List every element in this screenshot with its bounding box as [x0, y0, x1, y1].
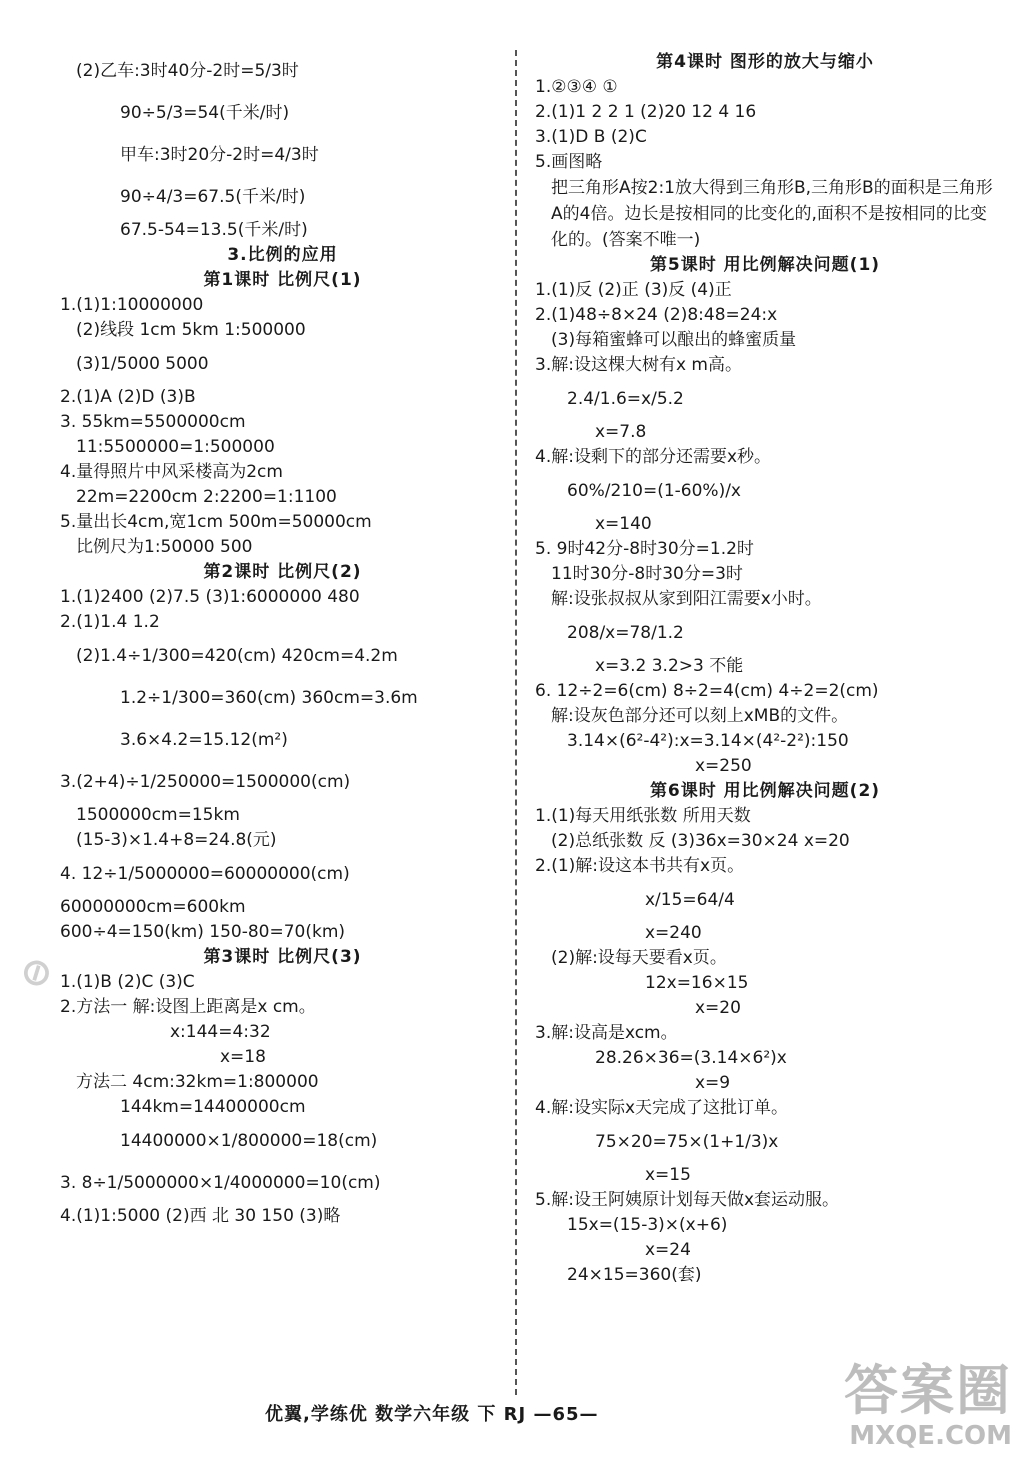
answer-line: 解:设张叔叔从家到阳江需要x小时。 — [551, 589, 822, 609]
answer-line: x=20 — [695, 998, 741, 1018]
watermark-url: MXQE.COM — [849, 1421, 1012, 1451]
left-column — [60, 50, 505, 1229]
answer-line: 22m=2200cm 2:2200=1:1100 — [76, 487, 337, 507]
answer-line: 5.画图略 — [535, 152, 603, 172]
answer-line: (2)解:设每天要看x页。 — [551, 948, 727, 968]
right-column — [535, 50, 995, 1288]
answer-line: 1.2÷1/300=360(cm) 360cm=3.6m — [120, 688, 418, 708]
section-heading: 第5课时 用比例解决问题(1) — [649, 255, 881, 275]
answer-line: 12x=16×15 — [645, 973, 749, 993]
answer-line: 比例尺为1:50000 500 — [76, 537, 253, 557]
answer-line: 67.5-54=13.5(千米/时) — [120, 220, 308, 240]
answer-line: 208/x=78/1.2 — [567, 623, 684, 643]
answer-line: x=140 — [595, 514, 652, 534]
section-heading: 3.比例的应用 — [227, 245, 338, 265]
answer-line: 方法二 4cm:32km=1:800000 — [76, 1072, 319, 1092]
answer-line: x=24 — [645, 1240, 691, 1260]
answer-line: x:144=4:32 — [170, 1022, 271, 1042]
answer-line: 6. 12÷2=6(cm) 8÷2=4(cm) 4÷2=2(cm) — [535, 681, 879, 701]
answer-line: 2.(1)解:设这本书共有x页。 — [535, 856, 745, 876]
answer-line: 4.解:设实际x天完成了这批订单。 — [535, 1098, 789, 1118]
section-heading: 第4课时 图形的放大与缩小 — [656, 52, 874, 72]
answer-line: (3)每箱蜜蜂可以酿出的蜂蜜质量 — [551, 330, 797, 350]
answer-line: (3)1/5000 5000 — [76, 354, 209, 374]
answer-line: 3.(2+4)÷1/250000=1500000(cm) — [60, 772, 351, 792]
answer-line: (2)1.4÷1/300=420(cm) 420cm=4.2m — [76, 646, 398, 666]
section-heading: 第3课时 比例尺(3) — [203, 947, 362, 967]
answer-line: 2.4/1.6=x/5.2 — [567, 389, 684, 409]
answer-line: 24×15=360(套) — [567, 1265, 702, 1285]
answer-line: 5.解:设王阿姨原计划每天做x套运动服。 — [535, 1190, 840, 1210]
answer-line: (2)线段 1cm 5km 1:500000 — [76, 320, 306, 340]
answer-line: 2.(1)1.4 1.2 — [60, 612, 160, 632]
answer-line: 75×20=75×(1+1/3)x — [595, 1132, 779, 1152]
answer-line: 11:5500000=1:500000 — [76, 437, 275, 457]
column-divider — [515, 50, 517, 1395]
page-footer: 优翼,学练优 数学六年级 下 RJ —65— — [265, 1404, 599, 1425]
answer-line: 3.14×(6²-4²):x=3.14×(4²-2²):150 — [567, 731, 849, 751]
answer-line: 144km=14400000cm — [120, 1097, 306, 1117]
answer-line: 11时30分-8时30分=3时 — [551, 564, 743, 584]
answer-line: 2.(1)48÷8×24 (2)8:48=24:x — [535, 305, 778, 325]
answer-line: 3.解:设这棵大树有x m高。 — [535, 355, 742, 375]
watermark — [844, 1361, 1012, 1451]
answer-line: (2)总纸张数 反 (3)36x=30×24 x=20 — [551, 831, 850, 851]
answer-line: 1.(1)B (2)C (3)C — [60, 972, 195, 992]
answer-line: 3.解:设高是xcm。 — [535, 1023, 678, 1043]
section-heading: 第1课时 比例尺(1) — [203, 270, 362, 290]
answer-line: x=9 — [695, 1073, 731, 1093]
answer-line: 5.量出长4cm,宽1cm 500m=50000cm — [60, 512, 372, 532]
answer-line: 2.(1)1 2 2 1 (2)20 12 4 16 — [535, 102, 757, 122]
answer-line: 3. 8÷1/5000000×1/4000000=10(cm) — [60, 1173, 381, 1193]
answer-line: (15-3)×1.4+8=24.8(元) — [76, 830, 277, 850]
answer-line: 4. 12÷1/5000000=60000000(cm) — [60, 864, 350, 884]
answer-line: 解:设灰色部分还可以刻上xMB的文件。 — [551, 706, 849, 726]
answer-line: x=15 — [645, 1165, 691, 1185]
answer-line: 1.(1)反 (2)正 (3)反 (4)正 — [535, 280, 732, 300]
answer-line: x=18 — [220, 1047, 266, 1067]
answer-line: 90÷5/3=54(千米/时) — [120, 103, 290, 123]
answer-line: (2)乙车:3时40分-2时=5/3时 — [76, 61, 299, 81]
answer-line: 3. 55km=5500000cm — [60, 412, 246, 432]
answer-line: 5. 9时42分-8时30分=1.2时 — [535, 539, 754, 559]
answer-line: 60000000cm=600km — [60, 897, 246, 917]
watermark-logo: 答案圈 — [844, 1359, 1012, 1422]
answer-line: 2.方法一 解:设图上距离是x cm。 — [60, 997, 316, 1017]
faint-stamp: ⊘ — [11, 945, 61, 999]
section-heading: 第6课时 用比例解决问题(2) — [649, 781, 881, 801]
answer-line: 15x=(15-3)×(x+6) — [567, 1215, 728, 1235]
answer-line: 4.(1)1:5000 (2)西 北 30 150 (3)略 — [60, 1206, 341, 1226]
answer-line: 1.(1)每天用纸张数 所用天数 — [535, 806, 751, 826]
answer-line: 90÷4/3=67.5(千米/时) — [120, 187, 306, 207]
answer-line: 3.(1)D B (2)C — [535, 127, 647, 147]
answer-line: 60%/210=(1-60%)/x — [567, 481, 741, 501]
answer-line: x=250 — [695, 756, 752, 776]
answer-line: 把三角形A按2:1放大得到三角形B,三角形B的面积是三角形A的4倍。边长是按相同的比变化的,面积不是按相同的比变化的。(答案不唯一) — [551, 178, 993, 250]
answer-line: 1.(1)2400 (2)7.5 (3)1:6000000 480 — [60, 587, 360, 607]
answer-line: 2.(1)A (2)D (3)B — [60, 387, 196, 407]
answer-line: 28.26×36=(3.14×6²)x — [595, 1048, 787, 1068]
answer-line: 1500000cm=15km — [76, 805, 240, 825]
answer-line: 甲车:3时20分-2时=4/3时 — [120, 145, 319, 165]
answer-line: 1.(1)1:10000000 — [60, 295, 204, 315]
answer-line: 14400000×1/800000=18(cm) — [120, 1131, 378, 1151]
answer-line: 3.6×4.2=15.12(m²) — [120, 730, 288, 750]
answer-line: x/15=64/4 — [645, 890, 735, 910]
answer-line: x=3.2 3.2>3 不能 — [595, 656, 744, 676]
answer-line: 600÷4=150(km) 150-80=70(km) — [60, 922, 346, 942]
answer-line: x=7.8 — [595, 422, 647, 442]
section-heading: 第2课时 比例尺(2) — [203, 562, 362, 582]
answer-line: 1.②③④ ① — [535, 77, 618, 97]
answer-line: 4.量得照片中风采楼高为2cm — [60, 462, 283, 482]
answer-line: 4.解:设剩下的部分还需要x秒。 — [535, 447, 772, 467]
answer-line: x=240 — [645, 923, 702, 943]
